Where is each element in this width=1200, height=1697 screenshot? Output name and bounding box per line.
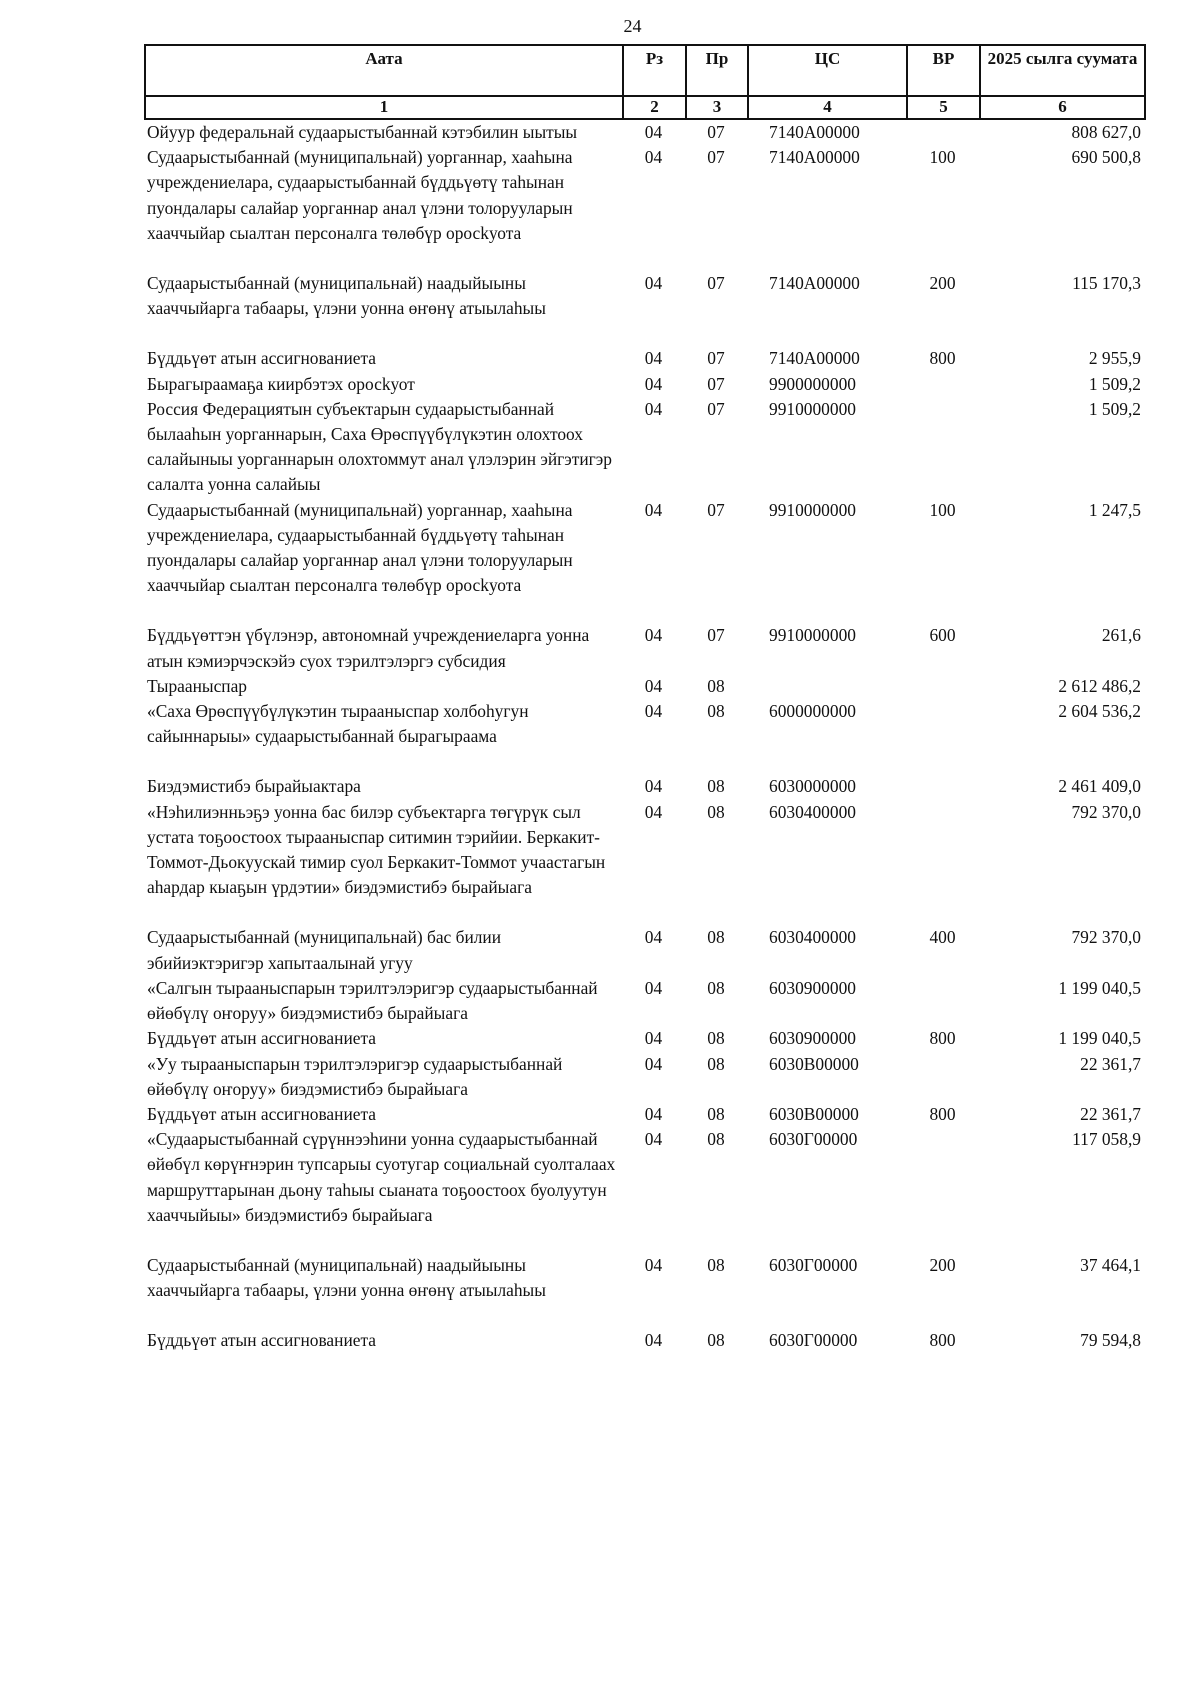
row-rz: 04 (644, 499, 663, 520)
row-rz: 04 (644, 977, 663, 998)
row-pr: 08 (707, 1129, 725, 1150)
row-name: Биэдэмистибэ бырайыактара (147, 776, 361, 797)
row-amount: 261,6 (1101, 625, 1141, 646)
row-cs: 6030400000 (769, 801, 856, 822)
row-cs: 6030900000 (769, 977, 856, 998)
row-vr: 800 (929, 1330, 956, 1351)
row-vr: 600 (929, 625, 956, 646)
row-amount: 2 604 536,2 (1058, 701, 1141, 722)
row-spacer (144, 246, 1144, 271)
row-name: Судаарыстыбаннай (муниципальнай) уорганнар, хааһына учреждениелара, судаарыстыбаннай бүддьүөтү таһынан пуондалары салайар уорганнар анал үлэни толорууларын хааччыйар сыалтан персоналга төлөбүр оросkуота (147, 499, 573, 596)
row-cs: 7140А00000 (769, 147, 860, 168)
row-amount: 22 361,7 (1080, 1103, 1141, 1124)
row-spacer (144, 749, 1144, 774)
row-vr (906, 372, 979, 397)
row-pr: 07 (707, 273, 725, 294)
row-name: Тырааныспар (147, 675, 248, 696)
table-row (144, 1253, 1144, 1303)
row-pr: 07 (707, 499, 725, 520)
row-vr (906, 120, 979, 145)
row-amount: 37 464,1 (1080, 1254, 1141, 1275)
row-cs: 7140А00000 (769, 122, 860, 142)
table-row (144, 372, 1144, 397)
table-row (144, 1102, 1144, 1127)
row-vr: 800 (929, 348, 956, 369)
row-rz: 04 (644, 1053, 663, 1074)
row-pr: 08 (707, 801, 725, 822)
row-rz: 04 (644, 801, 663, 822)
row-vr: 800 (929, 1103, 956, 1124)
table-row (144, 346, 1144, 371)
row-amount: 1 509,2 (1088, 373, 1141, 394)
row-pr: 08 (707, 977, 725, 998)
row-rz: 04 (644, 1103, 663, 1124)
row-rz: 04 (644, 1028, 663, 1049)
row-name: Бүддьүөт атын ассигнованиета (147, 1103, 377, 1124)
row-cs: 6030Г00000 (769, 1330, 858, 1351)
table-row (144, 271, 1144, 321)
budget-table-body (144, 120, 1144, 1354)
row-pr: 08 (707, 1330, 725, 1351)
row-vr (906, 1127, 979, 1228)
header-rz: Рз (623, 45, 686, 96)
row-pr: 07 (707, 625, 725, 646)
row-amount: 690 500,8 (1071, 147, 1141, 168)
row-name: «Саха Өрөспүүбүлүкэтин тырааныспар холбоһугун сайыннарыы» судаарыстыбаннай бырагыраама (147, 701, 529, 747)
row-vr (906, 699, 979, 749)
row-name: Судаарыстыбаннай (муниципальнай) наадыйыыны хааччыйарга табаары, үлэни уонна өҥөнү атыылаһыы (147, 1254, 546, 1301)
row-cs (747, 674, 906, 699)
column-number: 5 (907, 96, 980, 119)
row-rz: 04 (644, 348, 663, 369)
row-name: Судаарыстыбаннай (муниципальнай) уорганнар, хааһына учреждениелара, судаарыстыбаннай бүддьүөтү таһынан пуондалары салайар уорганнар анал үлэни толорууларын хааччыйар сыалтан персоналга төлөбүр оросkуота (147, 147, 573, 243)
header-pr: Пр (686, 45, 748, 96)
row-cs: 6000000000 (769, 701, 856, 722)
row-vr: 400 (929, 927, 956, 948)
row-amount: 117 058,9 (1072, 1129, 1141, 1150)
row-pr: 07 (707, 373, 725, 394)
row-rz: 04 (644, 373, 663, 394)
row-pr: 08 (707, 701, 725, 722)
row-cs: 6030Г00000 (769, 1129, 858, 1150)
row-cs: 6030В00000 (769, 1053, 859, 1074)
row-rz: 04 (644, 927, 663, 948)
row-vr: 100 (929, 147, 956, 168)
row-pr: 07 (707, 147, 725, 168)
row-vr (906, 674, 979, 699)
row-amount: 79 594,8 (1080, 1330, 1141, 1351)
row-name: Россия Федерациятын субъектарын судаарыстыбаннай былааһын уорганнарын, Саха Өрөспүүбүлүкэтин олохтоох салайыныы уорганнарын олохтоммут анал үлэлэрин эйгэтигэр салалта уонна салайыы (147, 398, 612, 495)
row-pr: 08 (707, 1254, 725, 1275)
row-spacer (144, 1228, 1144, 1253)
row-vr: 800 (929, 1028, 956, 1049)
row-amount: 2 612 486,2 (1058, 675, 1141, 696)
header-amount: 2025 сылга суумата (980, 45, 1145, 96)
column-number: 1 (145, 96, 623, 119)
table-row (144, 699, 1144, 749)
row-spacer (144, 598, 1144, 623)
row-amount: 2 955,9 (1088, 348, 1141, 369)
row-pr: 08 (707, 1028, 725, 1049)
row-vr: 200 (929, 1254, 956, 1275)
row-pr: 08 (707, 675, 725, 696)
table-header (144, 44, 1146, 120)
row-cs: 9910000000 (769, 499, 856, 520)
row-name: «Уу тырааныспарын тэрилтэлэригэр судаарыстыбаннай өйөбүлү оҥоруу» биэдэмистибэ бырайыага (147, 1053, 563, 1099)
row-amount: 22 361,7 (1080, 1053, 1141, 1074)
row-cs: 7140А00000 (769, 273, 860, 294)
row-vr (906, 1052, 979, 1102)
row-amount: 2 461 409,0 (1058, 776, 1141, 797)
row-amount: 808 627,0 (1071, 122, 1141, 142)
row-name: Судаарыстыбаннай (муниципальнай) бас билии эбийиэктэригэр хапытаалынай угуу (147, 927, 502, 973)
row-cs: 6030000000 (769, 776, 856, 797)
table-row (144, 145, 1144, 246)
row-rz: 04 (644, 776, 663, 797)
row-rz: 04 (644, 701, 663, 722)
row-rz: 04 (644, 147, 663, 168)
table-row (144, 800, 1144, 901)
row-cs: 6030900000 (769, 1028, 856, 1049)
page-number: 24 (623, 16, 642, 36)
row-pr: 07 (707, 348, 725, 369)
row-name: «Салгын тырааныспарын тэрилтэлэригэр судаарыстыбаннай өйөбүлү оҥоруу» биэдэмистибэ бырайыага (147, 977, 598, 1024)
row-name: Бырагыраамаҕа киирбэтэх оросkуот (147, 373, 415, 394)
table-row (144, 1328, 1144, 1353)
row-name: Бүддьүөттэн үбүлэнэр, автономнай учреждениеларга уонна атын кэмиэрчэскэйэ суох тэрилтэлэргэ субсидия (147, 625, 590, 671)
column-number: 6 (980, 96, 1145, 119)
table-row (144, 120, 1144, 145)
row-pr: 08 (707, 776, 725, 797)
row-vr (906, 397, 979, 498)
row-cs: 9910000000 (769, 625, 856, 646)
row-name: Судаарыстыбаннай (муниципальнай) наадыйыыны хааччыйарга табаары, үлэни уонна өҥөнү атыылаһыы (147, 273, 546, 319)
row-cs: 9900000000 (769, 373, 856, 394)
row-rz: 04 (644, 1129, 663, 1150)
row-name: Ойуур федеральнай судаарыстыбаннай кэтэбилин ыытыы (147, 122, 578, 142)
row-amount: 1 247,5 (1088, 499, 1141, 520)
row-amount: 792 370,0 (1071, 801, 1141, 822)
table-row (144, 1052, 1144, 1102)
row-rz: 04 (644, 122, 663, 142)
row-name: «Судаарыстыбаннай сүрүннээһини уонна судаарыстыбаннай өйөбүл көрүҥнэрин тупсарыы суотугар социальнай суолталаах маршруттарынан дьону таһыы сыаната тоҕоостоох буолуутун хааччыйыы» биэдэмистибэ бырайыага (147, 1129, 616, 1225)
table-row (144, 623, 1144, 673)
table-row (144, 1026, 1144, 1051)
table-row (144, 925, 1144, 975)
row-amount: 792 370,0 (1071, 927, 1141, 948)
row-amount: 115 170,3 (1072, 273, 1141, 294)
row-rz: 04 (644, 273, 663, 294)
row-name: Бүддьүөт атын ассигнованиета (147, 1330, 377, 1351)
row-pr: 07 (707, 398, 725, 419)
row-spacer (144, 900, 1144, 925)
row-rz: 04 (644, 398, 663, 419)
row-vr (906, 976, 979, 1026)
table-row (144, 674, 1144, 699)
table-row (144, 397, 1144, 498)
row-cs: 9910000000 (769, 398, 856, 419)
row-rz: 04 (644, 1330, 663, 1351)
table-row (144, 498, 1144, 599)
row-vr (906, 774, 979, 799)
row-rz: 04 (644, 675, 663, 696)
table-row (144, 976, 1144, 1026)
column-number: 3 (686, 96, 748, 119)
row-cs: 6030Г00000 (769, 1254, 858, 1275)
row-pr: 07 (707, 122, 725, 142)
column-number: 4 (748, 96, 907, 119)
row-vr: 200 (929, 273, 956, 294)
row-spacer (144, 321, 1144, 346)
row-amount: 1 199 040,5 (1058, 1028, 1141, 1049)
row-amount: 1 199 040,5 (1058, 977, 1141, 998)
row-name: «Нэһилиэнньэҕэ уонна бас билэр субъектарга төгүрүк сыл устата тоҕоостоох тырааныспар ситимин тэрийии. Беркакит-Томмот-Дьокуускай тимир суол Беркакит-Томмот учаастагын аһардар кыаҕын үрдэтии» биэдэмистибэ бырайыага (147, 801, 606, 898)
row-rz: 04 (644, 625, 663, 646)
row-vr (906, 800, 979, 901)
table-row (144, 1127, 1144, 1228)
header-vr: ВР (907, 45, 980, 96)
row-cs: 6030В00000 (769, 1103, 859, 1124)
row-amount: 1 509,2 (1088, 398, 1141, 419)
header-cs: ЦС (748, 45, 907, 96)
row-name: Бүддьүөт атын ассигнованиета (147, 1028, 377, 1049)
row-vr: 100 (929, 499, 956, 520)
column-number: 2 (623, 96, 686, 119)
row-name: Бүддьүөт атын ассигнованиета (147, 348, 377, 369)
row-pr: 08 (707, 1053, 725, 1074)
row-pr: 08 (707, 1103, 725, 1124)
table-row (144, 774, 1144, 799)
row-cs: 7140А00000 (769, 348, 860, 369)
row-spacer (144, 1303, 1144, 1328)
row-rz: 04 (644, 1254, 663, 1275)
row-pr: 08 (707, 927, 725, 948)
header-name: Аата (145, 45, 623, 96)
row-cs: 6030400000 (769, 927, 856, 948)
